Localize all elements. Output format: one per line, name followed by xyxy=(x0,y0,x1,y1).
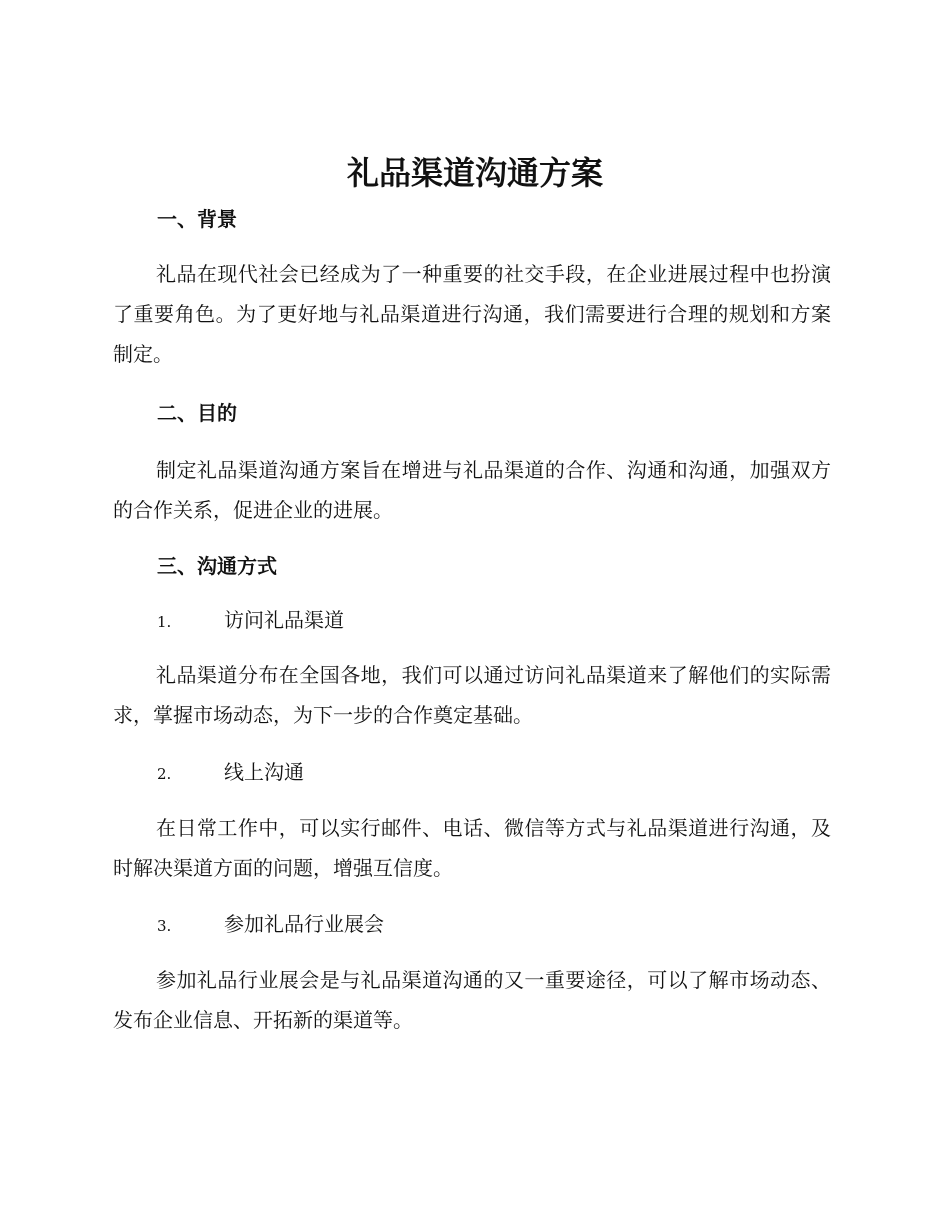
section-heading-methods: 三、沟通方式 xyxy=(157,554,277,578)
section-paragraph-purpose: 制定礼品渠道沟通方案旨在增进与礼品渠道的合作、沟通和沟通，加强双方的合作关系，促进企业的进展。 xyxy=(113,458,831,522)
section-paragraph-background: 礼品在现代社会已经成为了一种重要的社交手段，在企业进展过程中也扮演了重要角色。为了更好地与礼品渠道进行沟通，我们需要进行合理的规划和方案制定。 xyxy=(113,262,831,366)
list-item-paragraph: 在日常工作中，可以实行邮件、电话、微信等方式与礼品渠道进行沟通，及时解决渠道方面的问题，增强互信度。 xyxy=(113,816,831,880)
list-item-exhibition xyxy=(157,909,384,941)
list-item-number: 3. xyxy=(157,917,172,935)
section-heading-background: 一、背景 xyxy=(157,207,237,231)
list-item-paragraph: 参加礼品行业展会是与礼品渠道沟通的又一重要途径，可以了解市场动态、发布企业信息、开拓新的渠道等。 xyxy=(113,968,831,1032)
document-title: 礼品渠道沟通方案 xyxy=(346,154,603,192)
list-item-label: 参加礼品行业展会 xyxy=(224,912,384,936)
list-item-label: 访问礼品渠道 xyxy=(224,608,344,632)
list-item-number: 1. xyxy=(157,613,172,631)
list-item-visit xyxy=(157,605,344,637)
section-heading-purpose: 二、目的 xyxy=(157,401,237,425)
list-item-paragraph: 礼品渠道分布在全国各地，我们可以通过访问礼品渠道来了解他们的实际需求，掌握市场动态，为下一步的合作奠定基础。 xyxy=(113,663,831,727)
list-item-label: 线上沟通 xyxy=(224,760,304,784)
list-item-number: 2. xyxy=(157,765,172,783)
list-item-online xyxy=(157,757,304,789)
